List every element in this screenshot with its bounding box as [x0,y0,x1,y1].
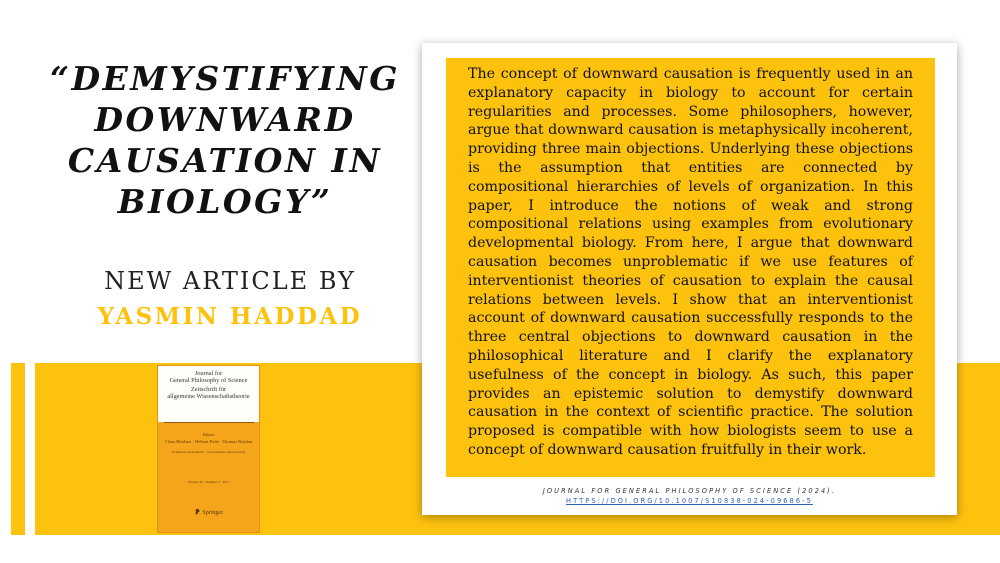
decorative-side-strip [11,363,25,535]
springer-horse-icon [194,508,201,515]
article-title [40,58,410,222]
cover-title-de-line1: Zeitschrift für [190,386,227,393]
abstract-card [422,43,957,515]
cover-editors: Claus Beisbart · Helmut Pulte · Thomas Reydon [164,439,253,444]
title-line-3: CAUSATION IN [67,141,383,180]
journal-cover-header [158,366,259,422]
cover-title-english [161,370,256,384]
title-line-1: “DEMYSTIFYING [50,59,400,98]
doi-link[interactable]: HTTPS://DOI.ORG/10.1007/S10838-024-09686-5 [566,497,813,505]
cover-publisher-logo [158,508,259,516]
cover-title-en-line1: Journal for [194,370,223,377]
cover-editors-label: Editors [202,432,215,437]
cover-publisher-name: Springer [202,510,224,516]
cover-founded-by: Founded by Alwin Diemer · Lutz Geldsetzer and Gert König [171,450,246,454]
cover-title-german [161,386,256,400]
cover-title-en-line2: General Philosophy of Science [169,377,248,384]
cover-volume: Volume 48 · Number 2 · 2017 [187,480,230,484]
author-name: YASMIN HADDAD [97,303,363,330]
byline: NEW ARTICLE BY [104,267,356,295]
abstract-box [446,58,935,477]
title-line-2: DOWNWARD [94,100,356,139]
title-line-4: BIOLOGY” [117,182,333,221]
cover-title-de-line2: allgemeine Wissenschaftstheorie [167,393,250,400]
cover-divider [164,422,254,423]
journal-citation: JOURNAL FOR GENERAL PHILOSOPHY OF SCIENCE (2024). [542,487,837,495]
journal-cover-image [157,365,260,533]
abstract-text: The concept of downward causation is frequently used in an explanatory capacity in biology to account for certain regularities and processes. Some philosophers, however, argue that downward causation is metaphysically incoherent, providing three main objections. Underlying these objections is the assumption that entities are connected by compositional hierarchies of levels of organization. In this paper, I introduce the notions of weak and strong compositional relations using examples from evolutionary developmental biology. From here, I argue that downward causation becomes unproblematic if we use features of interventionist theories of causation to explain the causal relations between levels. I show that an interventionist account of downward causation successfully responds to the three central objections to downward causation in the philosophical literature and I clarify the explanatory usefulness of the concept in biology. As such, this paper provides an epistemic solution to demystify downward causation in the context of scientific practice. The solution proposed is compatible with how biologists seem to use a concept of downward causation fruitfully in their work. [468,66,913,458]
